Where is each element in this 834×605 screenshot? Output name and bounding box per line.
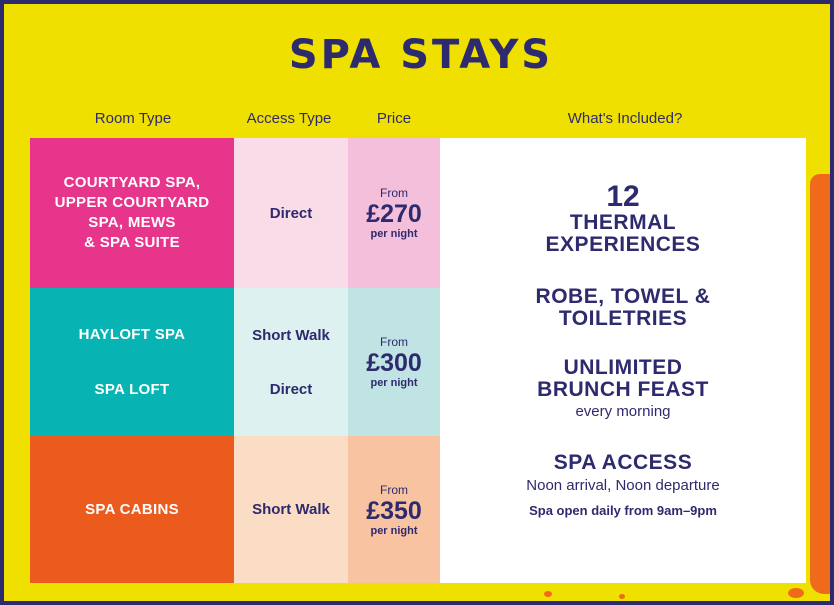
robe-towel-block	[440, 286, 806, 330]
page-title: SPA STAYS	[288, 32, 554, 78]
price-per-night: per night	[370, 228, 418, 240]
price-amount: £270	[366, 200, 422, 228]
room-type-spa-loft: SPA LOFT	[94, 380, 170, 398]
access-type-value: Direct	[269, 204, 313, 222]
room-type-line: SPA, MEWS	[88, 214, 176, 231]
thermal-label: THERMAL	[569, 211, 677, 234]
spa-access-title: SPA ACCESS	[553, 451, 693, 474]
header-room-type: Room Type	[94, 110, 172, 127]
room-type-cell-cabins	[30, 436, 234, 583]
orange-splatter-drop	[788, 588, 804, 598]
price-cell-hayloft	[348, 288, 440, 436]
access-type-value: Direct	[269, 380, 313, 398]
orange-splatter-decoration	[810, 174, 834, 594]
whats-included-panel	[440, 138, 806, 583]
access-cell-cabins	[234, 436, 348, 583]
price-cell-cabins	[348, 436, 440, 583]
price-cell-courtyard	[348, 138, 440, 288]
room-type-line: UPPER COURTYARD	[54, 194, 210, 211]
thermal-label: EXPERIENCES	[545, 233, 701, 256]
header-price: Price	[376, 110, 412, 127]
brunch-subtext: every morning	[575, 403, 671, 420]
access-cell-hayloft	[234, 288, 348, 436]
price-amount: £350	[366, 496, 422, 525]
robe-label: TOILETRIES	[558, 307, 688, 330]
spa-access-block	[440, 452, 806, 518]
price-per-night: per night	[370, 377, 418, 389]
robe-label: ROBE, TOWEL &	[535, 285, 711, 308]
room-type-hayloft-spa: HAYLOFT SPA	[78, 325, 186, 343]
price-from-label: From	[380, 335, 408, 349]
thermal-count: 12	[606, 180, 640, 213]
access-type-value: Short Walk	[252, 326, 330, 344]
room-type-line: COURTYARD SPA,	[63, 174, 201, 191]
access-cell-courtyard	[234, 138, 348, 288]
room-type-line: & SPA SUITE	[84, 234, 180, 251]
spa-opening-hours: Spa open daily from 9am–9pm	[529, 503, 717, 518]
room-type-cell-hayloft	[30, 288, 234, 436]
spa-access-times: Noon arrival, Noon departure	[526, 477, 720, 494]
brunch-label: BRUNCH FEAST	[537, 378, 709, 401]
price-amount: £300	[366, 349, 422, 377]
price-from-label: From	[380, 482, 408, 497]
access-type-value: Short Walk	[252, 501, 330, 518]
header-whats-included: What's Included?	[567, 110, 683, 127]
room-type-cell-courtyard	[30, 138, 234, 288]
thermal-experiences-block	[440, 182, 806, 256]
price-per-night: per night	[370, 524, 418, 537]
room-type-spa-cabins: SPA CABINS	[85, 500, 179, 518]
price-from-label: From	[380, 186, 408, 200]
orange-splatter-drop	[619, 594, 625, 599]
brunch-block	[440, 357, 806, 420]
brunch-label: UNLIMITED	[563, 356, 683, 379]
header-access-type: Access Type	[246, 110, 332, 127]
orange-splatter-drop	[544, 591, 552, 597]
